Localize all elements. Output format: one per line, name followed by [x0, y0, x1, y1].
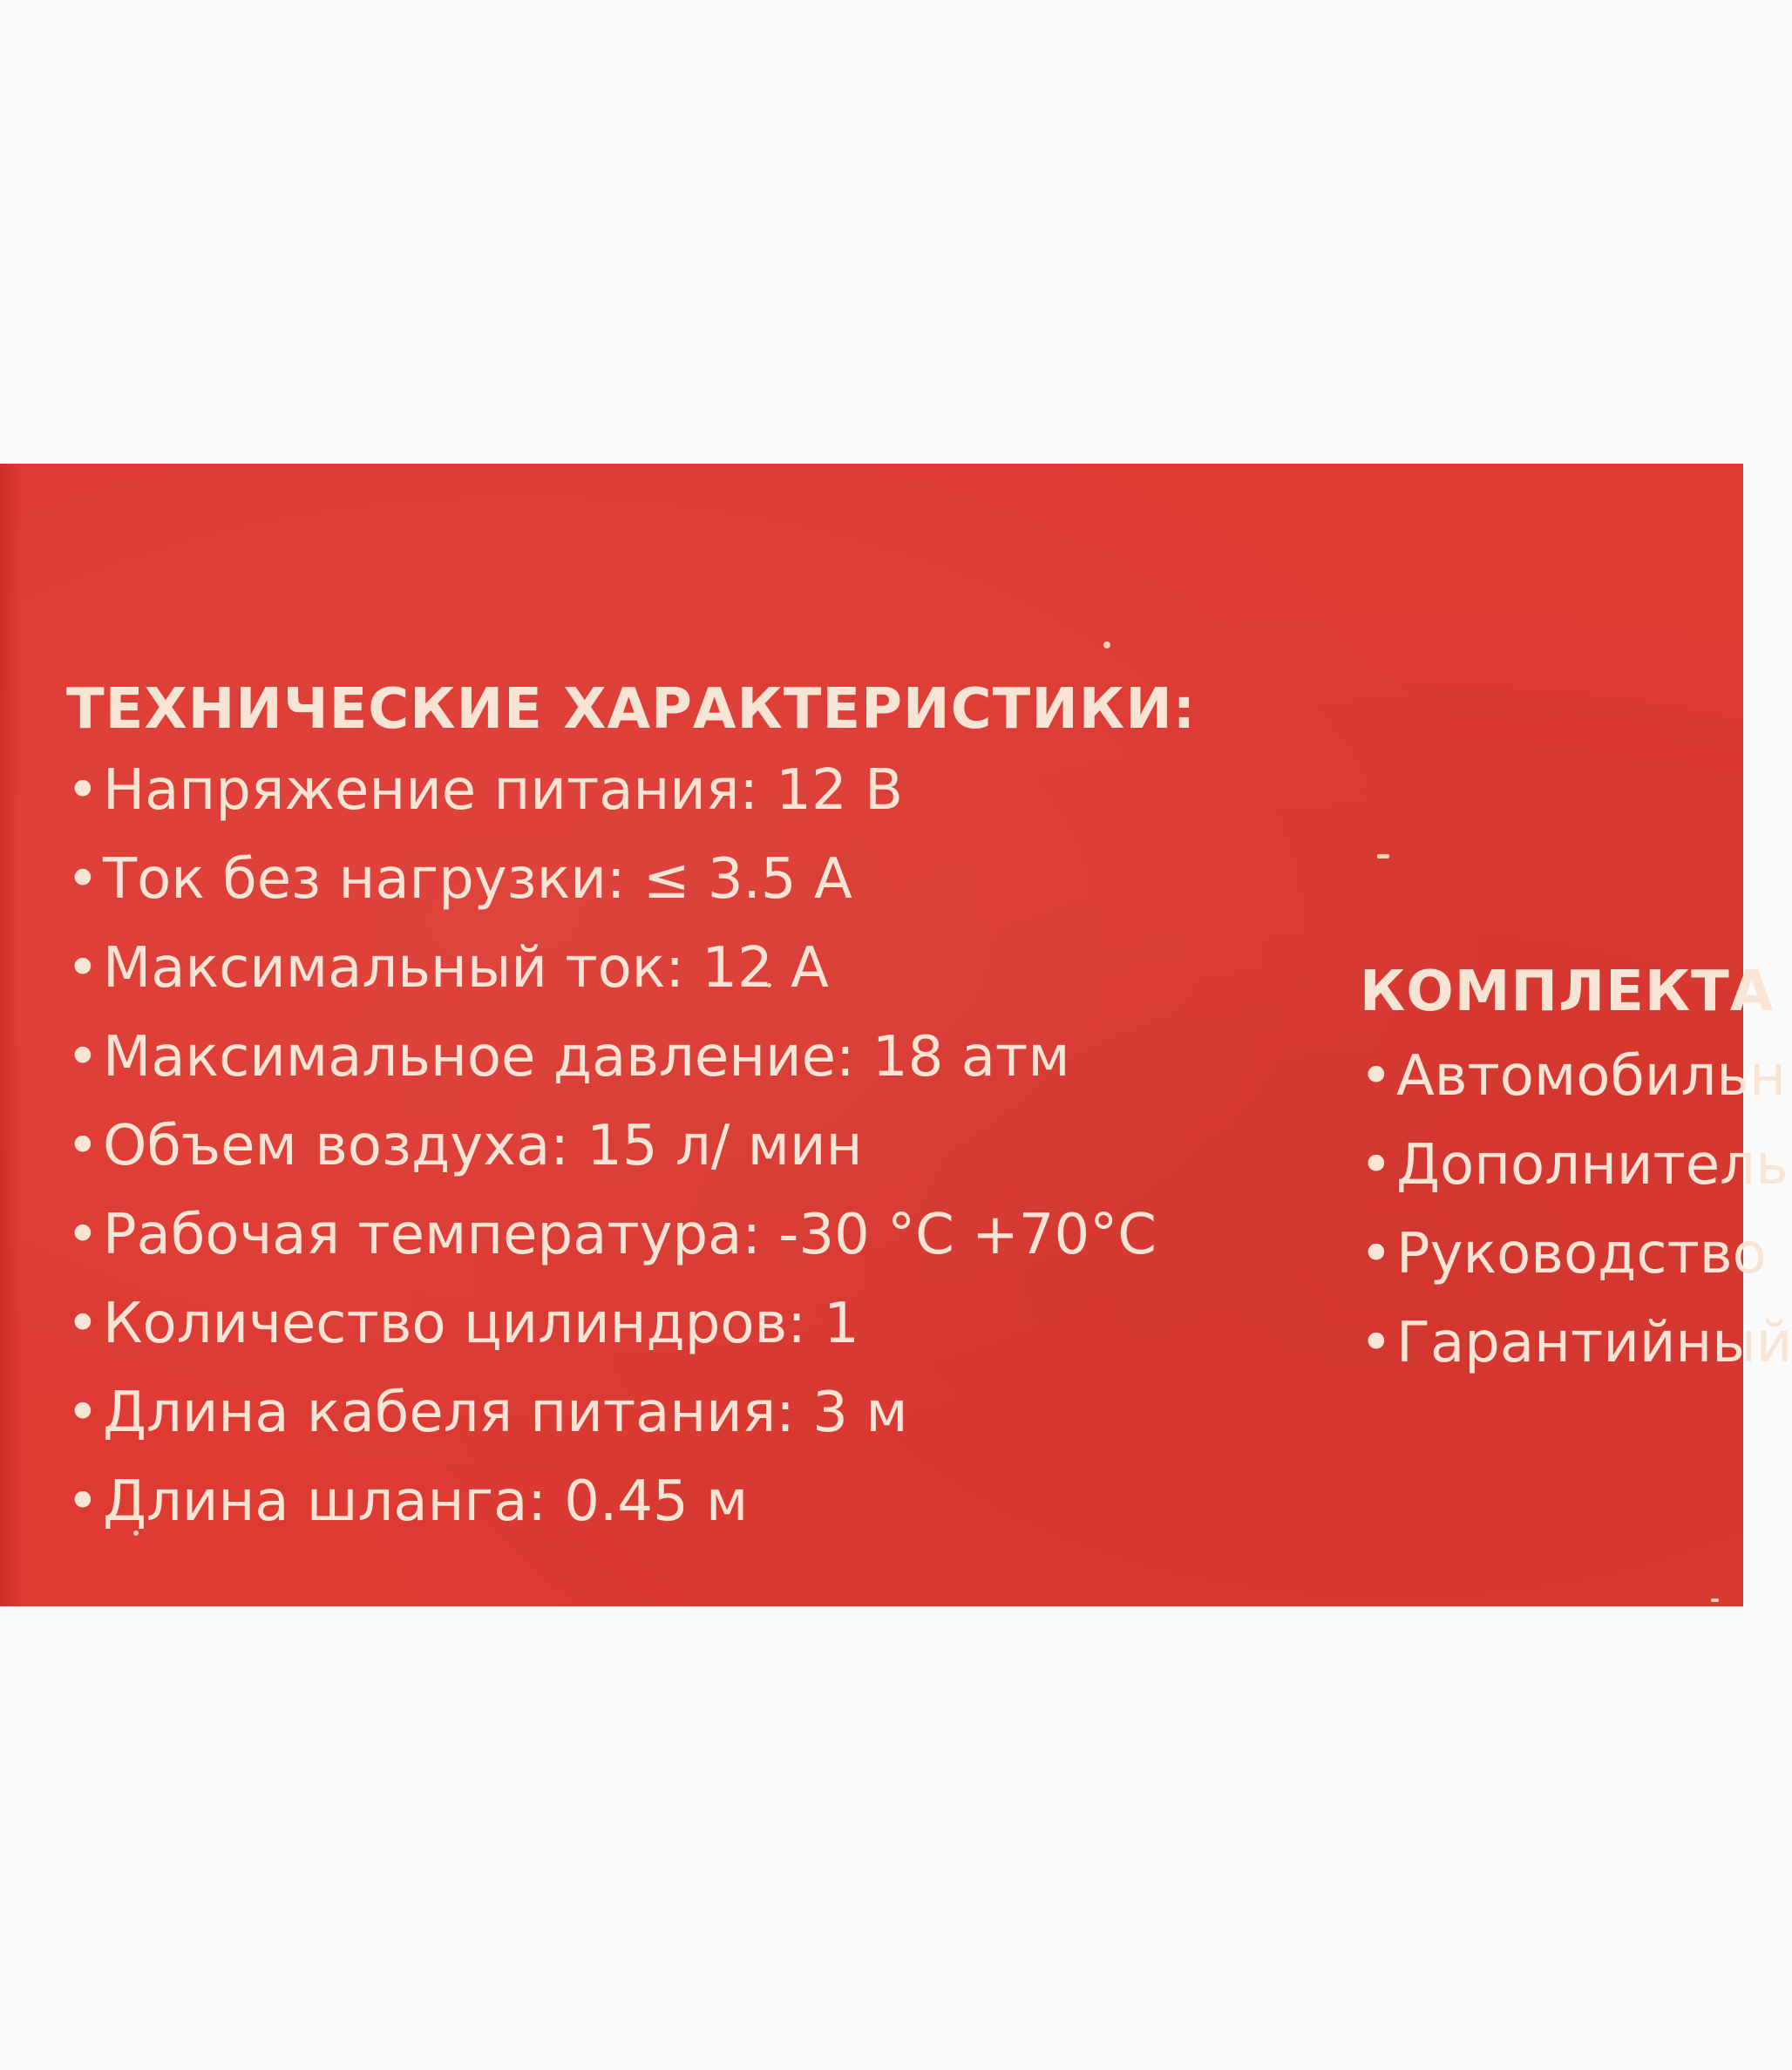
- spec-item: [66, 1191, 1196, 1279]
- spec-item-text: Максимальный ток: 12 А: [103, 936, 829, 1001]
- bullet-mark: •: [66, 1292, 99, 1356]
- spec-item-text: Объем воздуха: 15 л/ мин: [103, 1114, 863, 1178]
- spec-item-text: Напряжение питания: 12 В: [103, 758, 903, 823]
- kit-item-text: Автомобильн: [1396, 1044, 1786, 1109]
- print-speck: [1711, 1598, 1719, 1602]
- print-speck: [1103, 641, 1110, 648]
- kit-item: [1360, 1299, 1792, 1388]
- spec-item: [66, 924, 1196, 1013]
- spec-item: [66, 1279, 1196, 1368]
- spec-item: [66, 1368, 1196, 1457]
- kit-item: [1360, 1210, 1767, 1299]
- kit-heading: КОМПЛЕКТА: [1360, 960, 1775, 1024]
- specs-section: [66, 673, 1196, 1546]
- spec-item-text: Ток без нагрузки: ≤ 3.5 А: [103, 847, 852, 912]
- bullet-mark: •: [66, 758, 99, 823]
- bullet-mark: •: [66, 1469, 99, 1534]
- bullet-mark: •: [66, 1381, 99, 1445]
- panel-edge-shadow: [0, 464, 19, 1606]
- red-box-panel: [0, 464, 1792, 1606]
- bullet-mark: •: [1360, 1222, 1393, 1286]
- spec-item-text: Количество цилиндров: 1: [103, 1292, 859, 1356]
- bullet-mark: •: [1360, 1044, 1393, 1109]
- spec-item: [66, 1457, 1196, 1546]
- spec-item: [66, 746, 1196, 835]
- spec-item-text: Длина кабеля питания: 3 м: [103, 1381, 908, 1445]
- kit-section: [1360, 952, 1792, 1388]
- kit-item-text: Дополнитель: [1396, 1133, 1789, 1198]
- kit-item-text: Гарантийный: [1396, 1311, 1792, 1375]
- spec-item: [66, 1102, 1196, 1191]
- bullet-mark: •: [66, 847, 99, 912]
- spec-item: [66, 835, 1196, 924]
- bullet-mark: •: [66, 1025, 99, 1089]
- spec-item: [66, 1013, 1196, 1102]
- bullet-mark: •: [66, 1114, 99, 1178]
- bullet-mark: •: [1360, 1133, 1393, 1198]
- bullet-mark: •: [1360, 1311, 1393, 1375]
- specs-heading: ТЕХНИЧЕСКИЕ ХАРАКТЕРИСТИКИ:: [66, 677, 1197, 742]
- spec-item-text: Рабочая температура: -30 °С +70°С: [103, 1203, 1157, 1267]
- kit-item-text: Руководство: [1396, 1222, 1767, 1286]
- spec-item-text: Максимальное давление: 18 атм: [103, 1025, 1070, 1089]
- print-speck: [1377, 854, 1389, 859]
- kit-item: [1360, 1121, 1789, 1210]
- spec-item-text: Длина шланга: 0.45 м: [103, 1469, 749, 1534]
- bullet-mark: •: [66, 936, 99, 1001]
- kit-item: [1360, 1032, 1786, 1121]
- bullet-mark: •: [66, 1203, 99, 1267]
